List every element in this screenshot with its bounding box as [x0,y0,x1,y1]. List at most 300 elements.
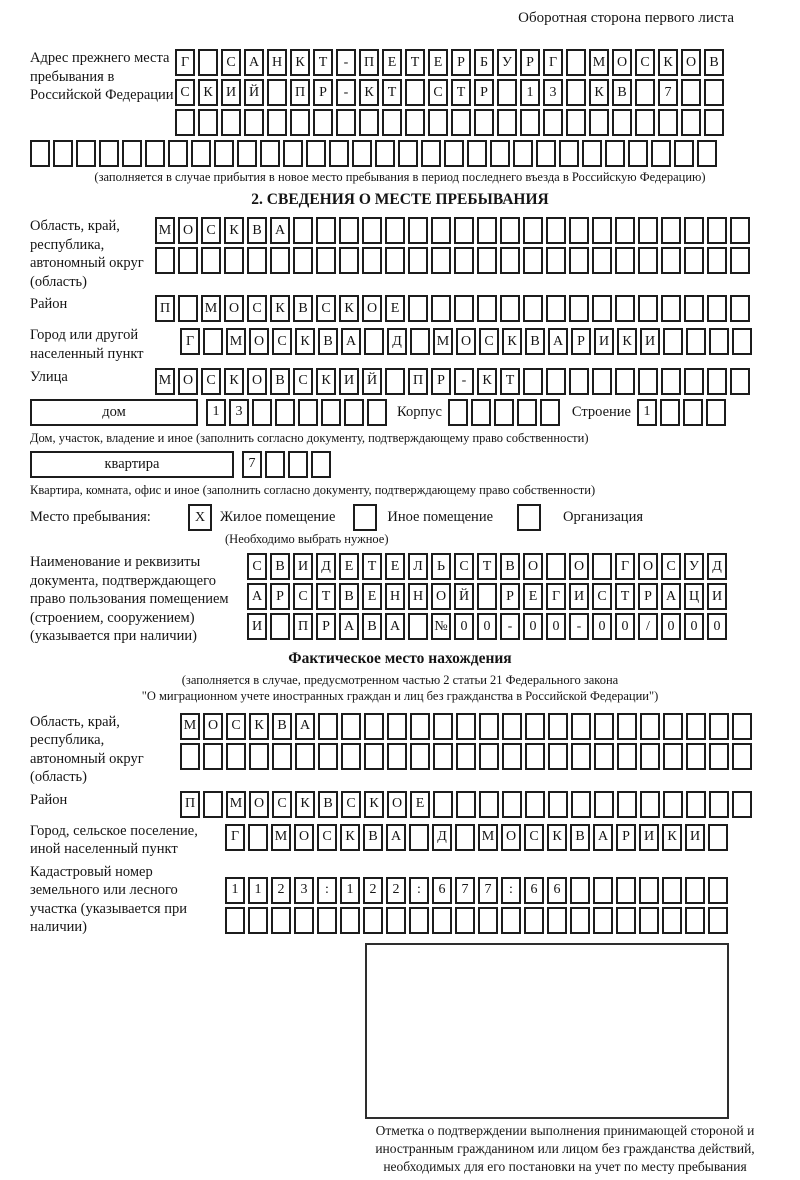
char-box[interactable]: Н [267,49,287,76]
char-box[interactable] [53,140,73,167]
char-box[interactable]: С [316,295,336,322]
char-box[interactable]: О [612,49,632,76]
char-box[interactable] [247,247,267,274]
char-box[interactable]: В [272,713,292,740]
char-box[interactable] [708,824,728,851]
char-box[interactable] [145,140,165,167]
char-box[interactable] [317,907,337,934]
char-box[interactable]: К [617,328,637,355]
char-box[interactable] [543,109,563,136]
char-box[interactable]: 6 [524,877,544,904]
char-box[interactable]: С [272,791,292,818]
char-box[interactable]: В [704,49,724,76]
char-box[interactable] [730,217,750,244]
char-box[interactable] [524,907,544,934]
char-box[interactable] [410,328,430,355]
char-box[interactable] [408,295,428,322]
char-box[interactable]: А [270,217,290,244]
char-box[interactable] [364,713,384,740]
char-box[interactable]: Т [405,49,425,76]
char-box[interactable] [155,247,175,274]
char-box[interactable] [451,109,471,136]
zhiloe-checkbox[interactable]: X [188,504,212,531]
char-box[interactable]: Е [410,791,430,818]
char-box[interactable]: А [339,613,359,640]
char-box[interactable] [548,791,568,818]
char-box[interactable]: С [454,553,474,580]
char-box[interactable]: Ц [684,583,704,610]
char-box[interactable]: Ь [431,553,451,580]
char-box[interactable] [681,79,701,106]
char-box[interactable] [311,451,331,478]
char-box[interactable] [225,907,245,934]
char-box[interactable]: А [593,824,613,851]
char-box[interactable]: Т [451,79,471,106]
char-box[interactable]: И [707,583,727,610]
char-box[interactable]: П [155,295,175,322]
char-box[interactable]: - [569,613,589,640]
char-box[interactable]: С [201,368,221,395]
char-box[interactable] [635,79,655,106]
char-box[interactable]: К [249,713,269,740]
char-box[interactable]: В [500,553,520,580]
char-box[interactable]: 3 [543,79,563,106]
char-box[interactable]: Г [546,583,566,610]
char-box[interactable] [336,109,356,136]
char-box[interactable] [547,907,567,934]
char-box[interactable]: 0 [592,613,612,640]
char-box[interactable] [686,791,706,818]
char-box[interactable]: Г [175,49,195,76]
char-box[interactable]: Г [225,824,245,851]
char-box[interactable]: С [293,368,313,395]
char-box[interactable] [178,295,198,322]
char-box[interactable] [660,399,680,426]
char-box[interactable] [275,399,295,426]
char-box[interactable] [224,247,244,274]
char-box[interactable]: 2 [386,877,406,904]
char-box[interactable] [502,791,522,818]
char-box[interactable] [295,743,315,770]
char-box[interactable]: К [295,328,315,355]
char-box[interactable] [386,907,406,934]
char-box[interactable] [497,79,517,106]
char-box[interactable]: Л [408,553,428,580]
char-box[interactable]: Р [270,583,290,610]
char-box[interactable] [175,109,195,136]
char-box[interactable] [408,247,428,274]
char-box[interactable] [704,109,724,136]
char-box[interactable] [663,791,683,818]
char-box[interactable] [732,791,752,818]
char-box[interactable] [640,743,660,770]
char-box[interactable]: Й [244,79,264,106]
char-box[interactable]: У [497,49,517,76]
char-box[interactable]: О [178,368,198,395]
char-box[interactable]: С [226,713,246,740]
char-box[interactable]: В [363,824,383,851]
char-box[interactable]: 0 [477,613,497,640]
char-box[interactable] [661,295,681,322]
char-box[interactable] [221,109,241,136]
char-box[interactable]: К [198,79,218,106]
char-box[interactable] [546,247,566,274]
char-box[interactable] [478,907,498,934]
char-box[interactable] [290,109,310,136]
char-box[interactable] [180,743,200,770]
char-box[interactable] [288,451,308,478]
char-box[interactable]: Г [180,328,200,355]
char-box[interactable] [214,140,234,167]
char-box[interactable]: О [431,583,451,610]
char-box[interactable] [592,217,612,244]
char-box[interactable]: О [362,295,382,322]
char-box[interactable] [471,399,491,426]
char-box[interactable] [272,743,292,770]
char-box[interactable] [732,713,752,740]
char-box[interactable]: К [359,79,379,106]
char-box[interactable] [294,907,314,934]
char-box[interactable] [444,140,464,167]
char-box[interactable] [640,791,660,818]
char-box[interactable] [628,140,648,167]
char-box[interactable] [651,140,671,167]
char-box[interactable]: Т [313,49,333,76]
char-box[interactable] [339,217,359,244]
char-box[interactable]: О [249,328,269,355]
char-box[interactable] [408,217,428,244]
char-box[interactable] [638,247,658,274]
char-box[interactable]: В [270,368,290,395]
char-box[interactable]: С [247,295,267,322]
char-box[interactable] [730,368,750,395]
char-box[interactable]: Т [477,553,497,580]
char-box[interactable]: К [316,368,336,395]
char-box[interactable] [267,109,287,136]
char-box[interactable] [546,553,566,580]
char-box[interactable]: Е [385,295,405,322]
char-box[interactable] [203,743,223,770]
char-box[interactable]: 0 [615,613,635,640]
char-box[interactable] [732,328,752,355]
char-box[interactable]: П [293,613,313,640]
char-box[interactable]: А [385,613,405,640]
char-box[interactable]: Р [316,613,336,640]
char-box[interactable] [570,877,590,904]
char-box[interactable]: Н [408,583,428,610]
char-box[interactable] [479,791,499,818]
char-box[interactable]: И [569,583,589,610]
char-box[interactable]: 7 [658,79,678,106]
char-box[interactable]: Е [339,553,359,580]
char-box[interactable]: М [271,824,291,851]
char-box[interactable] [502,743,522,770]
char-box[interactable]: М [226,328,246,355]
char-box[interactable] [709,791,729,818]
char-box[interactable]: Б [474,49,494,76]
char-box[interactable] [525,743,545,770]
char-box[interactable]: И [221,79,241,106]
char-box[interactable]: Р [431,368,451,395]
char-box[interactable]: С [175,79,195,106]
char-box[interactable] [569,217,589,244]
char-box[interactable]: О [523,553,543,580]
char-box[interactable] [589,109,609,136]
char-box[interactable] [615,247,635,274]
char-box[interactable]: О [456,328,476,355]
char-box[interactable] [226,743,246,770]
char-box[interactable] [293,217,313,244]
char-box[interactable]: - [336,49,356,76]
char-box[interactable]: 0 [523,613,543,640]
char-box[interactable]: О [224,295,244,322]
char-box[interactable] [198,49,218,76]
char-box[interactable] [658,109,678,136]
char-box[interactable]: Т [382,79,402,106]
char-box[interactable] [375,140,395,167]
char-box[interactable]: К [547,824,567,851]
char-box[interactable]: С [635,49,655,76]
char-box[interactable] [523,295,543,322]
inoe-checkbox[interactable] [353,504,377,531]
char-box[interactable] [293,247,313,274]
char-box[interactable]: 1 [637,399,657,426]
char-box[interactable]: П [359,49,379,76]
char-box[interactable] [341,743,361,770]
char-box[interactable] [203,791,223,818]
char-box[interactable] [249,743,269,770]
char-box[interactable] [409,907,429,934]
char-box[interactable] [252,399,272,426]
char-box[interactable]: - [454,368,474,395]
char-box[interactable] [363,907,383,934]
char-box[interactable] [316,247,336,274]
char-box[interactable]: Р [638,583,658,610]
char-box[interactable] [593,877,613,904]
char-box[interactable]: 1 [340,877,360,904]
char-box[interactable] [316,217,336,244]
char-box[interactable]: Г [543,49,563,76]
char-box[interactable]: 1 [248,877,268,904]
char-box[interactable] [593,907,613,934]
char-box[interactable]: К [477,368,497,395]
char-box[interactable] [432,907,452,934]
char-box[interactable]: Е [362,583,382,610]
char-box[interactable]: В [318,328,338,355]
char-box[interactable] [566,79,586,106]
char-box[interactable] [367,399,387,426]
char-box[interactable] [456,743,476,770]
char-box[interactable] [571,743,591,770]
char-box[interactable] [639,907,659,934]
char-box[interactable]: С [201,217,221,244]
char-box[interactable] [340,907,360,934]
char-box[interactable] [615,295,635,322]
char-box[interactable] [477,295,497,322]
char-box[interactable] [431,217,451,244]
char-box[interactable] [546,295,566,322]
char-box[interactable] [421,140,441,167]
char-box[interactable] [638,217,658,244]
char-box[interactable] [605,140,625,167]
char-box[interactable]: 0 [661,613,681,640]
char-box[interactable] [517,399,537,426]
char-box[interactable]: М [226,791,246,818]
char-box[interactable] [640,713,660,740]
char-box[interactable] [339,247,359,274]
char-box[interactable] [248,907,268,934]
char-box[interactable]: У [684,553,704,580]
char-box[interactable]: 0 [454,613,474,640]
char-box[interactable]: О [249,791,269,818]
char-box[interactable]: - [336,79,356,106]
char-box[interactable]: В [362,613,382,640]
char-box[interactable] [467,140,487,167]
char-box[interactable] [730,247,750,274]
char-box[interactable]: К [224,368,244,395]
char-box[interactable] [592,553,612,580]
char-box[interactable] [661,368,681,395]
char-box[interactable] [730,295,750,322]
char-box[interactable] [616,877,636,904]
char-box[interactable]: С [247,553,267,580]
char-box[interactable] [732,743,752,770]
char-box[interactable] [454,217,474,244]
char-box[interactable] [661,247,681,274]
char-box[interactable]: М [180,713,200,740]
char-box[interactable] [500,295,520,322]
char-box[interactable] [709,328,729,355]
char-box[interactable] [405,109,425,136]
char-box[interactable] [352,140,372,167]
char-box[interactable] [663,328,683,355]
char-box[interactable]: А [295,713,315,740]
char-box[interactable]: К [589,79,609,106]
char-box[interactable] [454,295,474,322]
char-box[interactable] [385,217,405,244]
char-box[interactable] [456,713,476,740]
char-box[interactable]: Н [385,583,405,610]
char-box[interactable]: С [592,583,612,610]
char-box[interactable] [548,713,568,740]
char-box[interactable] [639,877,659,904]
char-box[interactable] [433,713,453,740]
char-box[interactable] [477,217,497,244]
char-box[interactable] [592,295,612,322]
char-box[interactable] [592,368,612,395]
char-box[interactable]: М [155,368,175,395]
char-box[interactable]: О [247,368,267,395]
char-box[interactable] [298,399,318,426]
char-box[interactable] [191,140,211,167]
char-box[interactable] [500,247,520,274]
char-box[interactable]: И [640,328,660,355]
char-box[interactable]: Й [454,583,474,610]
char-box[interactable] [685,907,705,934]
char-box[interactable]: И [639,824,659,851]
char-box[interactable]: 2 [271,877,291,904]
char-box[interactable] [686,743,706,770]
char-box[interactable] [686,713,706,740]
char-box[interactable]: Е [428,49,448,76]
char-box[interactable] [617,791,637,818]
char-box[interactable] [178,247,198,274]
char-box[interactable] [571,791,591,818]
char-box[interactable]: К [662,824,682,851]
char-box[interactable] [168,140,188,167]
char-box[interactable] [321,399,341,426]
char-box[interactable] [523,247,543,274]
char-box[interactable] [490,140,510,167]
char-box[interactable]: К [270,295,290,322]
char-box[interactable] [448,399,468,426]
char-box[interactable] [635,109,655,136]
char-box[interactable] [661,217,681,244]
char-box[interactable] [502,713,522,740]
char-box[interactable] [248,824,268,851]
char-box[interactable] [569,247,589,274]
char-box[interactable] [536,140,556,167]
char-box[interactable]: А [661,583,681,610]
char-box[interactable] [683,399,703,426]
char-box[interactable] [479,743,499,770]
char-box[interactable]: И [339,368,359,395]
char-box[interactable] [707,295,727,322]
char-box[interactable] [513,140,533,167]
char-box[interactable] [546,368,566,395]
char-box[interactable] [318,743,338,770]
char-box[interactable] [99,140,119,167]
char-box[interactable] [616,907,636,934]
char-box[interactable] [203,328,223,355]
char-box[interactable] [455,907,475,934]
char-box[interactable]: П [408,368,428,395]
char-box[interactable] [433,743,453,770]
char-box[interactable] [685,877,705,904]
char-box[interactable] [30,140,50,167]
char-box[interactable]: К [502,328,522,355]
char-box[interactable]: К [224,217,244,244]
char-box[interactable] [523,368,543,395]
char-box[interactable] [433,791,453,818]
char-box[interactable]: Д [432,824,452,851]
char-box[interactable]: И [685,824,705,851]
char-box[interactable]: С [479,328,499,355]
char-box[interactable] [456,791,476,818]
char-box[interactable]: 1 [520,79,540,106]
char-box[interactable] [454,247,474,274]
char-box[interactable]: С [341,791,361,818]
char-box[interactable] [520,109,540,136]
char-box[interactable]: О [178,217,198,244]
char-box[interactable] [431,295,451,322]
char-box[interactable]: К [295,791,315,818]
char-box[interactable]: - [500,613,520,640]
char-box[interactable] [362,247,382,274]
char-box[interactable]: Р [451,49,471,76]
char-box[interactable] [525,713,545,740]
char-box[interactable]: А [386,824,406,851]
char-box[interactable]: А [341,328,361,355]
char-box[interactable] [364,743,384,770]
char-box[interactable] [410,713,430,740]
char-box[interactable] [697,140,717,167]
char-box[interactable]: С [661,553,681,580]
char-box[interactable]: Р [520,49,540,76]
char-box[interactable]: О [203,713,223,740]
char-box[interactable] [570,907,590,934]
char-box[interactable]: № [431,613,451,640]
